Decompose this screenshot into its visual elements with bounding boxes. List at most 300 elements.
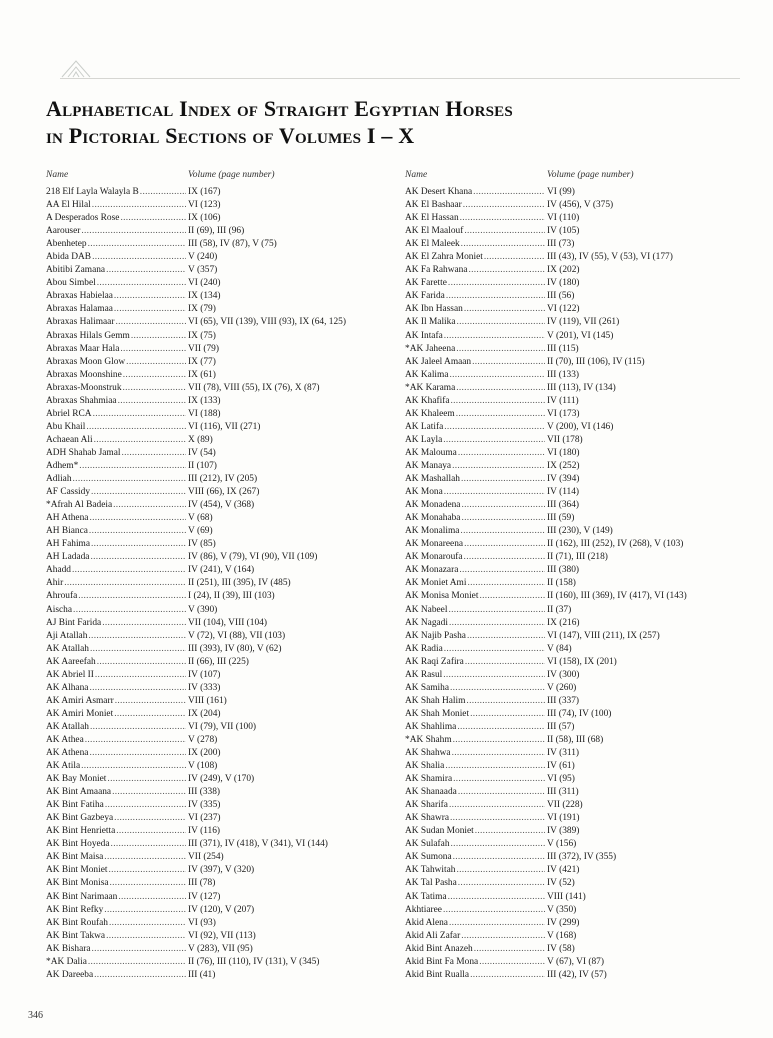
dot-leader: [443, 904, 545, 917]
entry-name-cell: [46, 564, 186, 577]
dot-leader: [95, 669, 186, 682]
dot-leader: [91, 538, 186, 551]
dot-leader: [450, 812, 545, 825]
volume-pages: V (156): [547, 839, 577, 850]
volume-pages: V (240): [188, 252, 218, 263]
dot-leader: [464, 551, 545, 564]
horse-name: Abraxas-Moonstruk: [46, 382, 122, 393]
entry-name-cell: [46, 891, 186, 904]
volume-pages: IV (456), V (375): [547, 200, 614, 211]
dot-leader: [102, 617, 186, 630]
dot-leader: [449, 917, 545, 930]
entry-name-cell: [405, 564, 545, 577]
dot-leader: [106, 930, 186, 943]
entry-name-cell: [405, 421, 545, 434]
entry-name-cell: [46, 264, 186, 277]
entry-name-cell: [46, 395, 186, 408]
entry-name-cell: [405, 617, 545, 630]
dot-leader: [111, 838, 186, 851]
horse-name: Akid Bint Fa Mona: [405, 956, 479, 967]
volume-pages: VI (79), VII (100): [188, 721, 257, 732]
volume-pages: V (357): [188, 265, 218, 276]
index-entry: [405, 447, 745, 460]
volume-pages: III (113), IV (134): [547, 382, 616, 393]
volume-pages: IV (52): [547, 878, 575, 889]
index-entry: [405, 956, 745, 969]
volume-pages: III (364): [547, 500, 580, 511]
dot-leader: [116, 825, 186, 838]
horse-name: AK Tal Pasha: [405, 878, 457, 889]
horse-name: AK Tatima: [405, 891, 447, 902]
horse-name: AK Fa Rahwana: [405, 265, 468, 276]
horse-name: AK Shanaada: [405, 787, 457, 798]
index-entry: [46, 277, 376, 290]
entry-name-cell: [405, 316, 545, 329]
volume-pages: III (58), IV (87), V (75): [188, 239, 277, 250]
dot-leader: [92, 251, 186, 264]
horse-name: AK Bint Hoyeda: [46, 839, 110, 850]
entry-name-cell: [405, 630, 545, 643]
horse-name: AK Samiha: [405, 682, 450, 693]
index-entry: [46, 773, 376, 786]
index-entry: [405, 825, 745, 838]
index-entry: [405, 669, 745, 682]
horse-name: AK Atila: [46, 761, 81, 772]
entry-name-cell: [46, 290, 186, 303]
entry-name-cell: [405, 825, 545, 838]
entry-name-cell: [405, 773, 545, 786]
horse-name: AK Desert Khana: [405, 187, 473, 197]
entry-name-cell: [405, 956, 545, 969]
volume-pages: V (72), VI (88), VII (103): [188, 630, 286, 641]
dot-leader: [89, 682, 186, 695]
entry-name-cell: [405, 734, 545, 747]
entry-name-cell: [405, 851, 545, 864]
volume-pages: IV (180): [547, 278, 580, 289]
entry-name-cell: [46, 838, 186, 851]
dot-leader: [449, 617, 545, 630]
horse-name: AK Bint Fatiha: [46, 800, 104, 811]
horse-name: Aji Atallah: [46, 630, 88, 641]
dot-leader: [453, 734, 545, 747]
index-entry: [46, 577, 376, 590]
horse-name: Abitibi Zamana: [46, 265, 106, 276]
volume-pages: III (57): [547, 721, 575, 732]
index-entry: [46, 760, 376, 773]
horse-name: AK Rasul: [405, 669, 443, 680]
index-entry: [405, 408, 745, 421]
entry-name-cell: [405, 656, 545, 669]
volume-pages: IV (107): [188, 669, 221, 680]
horse-name: Abraxas Maar Hala: [46, 343, 120, 354]
dot-leader: [453, 773, 545, 786]
volume-pages: IV (299): [547, 917, 580, 928]
horse-name: AK Monaroufa: [405, 552, 463, 563]
index-entry: [46, 473, 376, 486]
volume-pages: III (393), IV (80), V (62): [188, 643, 282, 654]
dot-leader: [443, 434, 545, 447]
entry-name-cell: [405, 695, 545, 708]
dot-leader: [120, 343, 186, 356]
index-column-left: [46, 168, 376, 982]
dot-leader: [140, 186, 186, 199]
dot-leader: [445, 760, 545, 773]
entry-name-cell: [405, 786, 545, 799]
dot-leader: [449, 799, 545, 812]
index-entry: [405, 499, 745, 512]
entry-name-cell: [46, 943, 186, 956]
index-entry: [46, 499, 376, 512]
volume-pages: IV (85): [188, 539, 216, 550]
index-entry: [405, 303, 745, 316]
dot-leader: [126, 356, 186, 369]
volume-pages: II (71), III (218): [547, 552, 608, 563]
entry-name-cell: [46, 773, 186, 786]
horse-name: 218 Elf Layla Walayla B: [46, 187, 139, 197]
index-entry: [405, 917, 745, 930]
dot-leader: [120, 212, 186, 225]
dot-leader: [453, 851, 545, 864]
volume-pages: VI (95): [547, 774, 575, 785]
dot-leader: [464, 225, 545, 238]
horse-name: Abraxas Halamaa: [46, 304, 113, 315]
horse-name: AK Monazara: [405, 565, 459, 576]
entry-name-cell: [46, 434, 186, 447]
horse-name: Abraxas Moon Glow: [46, 356, 126, 367]
volume-pages: IX (61): [188, 369, 216, 380]
column-header: [405, 168, 745, 186]
index-entry: [405, 460, 745, 473]
volume-pages: IV (58): [547, 943, 575, 954]
entry-name-cell: [405, 460, 545, 473]
horse-name: AK Moniet Ami: [405, 578, 467, 589]
entry-name-cell: [405, 356, 545, 369]
index-entry: [405, 864, 745, 877]
dot-leader: [446, 290, 545, 303]
volume-pages: II (251), III (395), IV (485): [188, 578, 291, 589]
index-entry: [46, 421, 376, 434]
volume-pages: IX (200): [188, 748, 221, 759]
volume-pages: IX (204): [188, 708, 221, 719]
dot-leader: [456, 382, 545, 395]
volume-pages: VI (180): [547, 447, 580, 458]
horse-name: Abenhetep: [46, 239, 87, 250]
entry-name-cell: [405, 747, 545, 760]
entry-name-cell: [405, 799, 545, 812]
dot-leader: [92, 943, 186, 956]
entry-name-cell: [46, 747, 186, 760]
dot-leader: [72, 564, 186, 577]
index-entry: [46, 512, 376, 525]
index-entry: [46, 799, 376, 812]
index-entry: [46, 604, 376, 617]
horse-name: AK El Zahra Moniet: [405, 252, 483, 263]
dot-leader: [78, 590, 186, 603]
index-entry: [405, 538, 745, 551]
volume-pages: VI (147), VIII (211), IX (257): [547, 630, 660, 641]
index-entry: [405, 721, 745, 734]
dot-leader: [123, 382, 186, 395]
horse-name: Abraxas Moonshine: [46, 369, 122, 380]
horse-name: AK Tahwitah: [405, 865, 456, 876]
index-entry: [46, 303, 376, 316]
horse-name: ADH Shahab Jamal: [46, 447, 121, 458]
index-entry: [46, 864, 376, 877]
volume-pages: V (200), VI (146): [547, 421, 614, 432]
index-entry: [405, 486, 745, 499]
volume-pages: VIII (66), IX (267): [188, 487, 260, 498]
horse-name: Adhem*: [46, 460, 79, 471]
entry-name-cell: [46, 525, 186, 538]
entry-name-cell: [46, 630, 186, 643]
volume-pages: II (76), III (110), IV (131), V (345): [188, 956, 320, 967]
volume-pages: VI (158), IX (201): [547, 656, 617, 667]
entry-name-cell: [46, 330, 186, 343]
dot-leader: [92, 199, 186, 212]
entry-name-cell: [405, 447, 545, 460]
volume-pages: V (260): [547, 682, 577, 693]
volume-pages: V (390): [188, 604, 218, 615]
volume-pages: IV (111): [547, 395, 579, 406]
index-entry: [46, 330, 376, 343]
index-entry: [405, 943, 745, 956]
index-entry: [405, 316, 745, 329]
entry-name-cell: [46, 551, 186, 564]
entry-name-cell: [46, 877, 186, 890]
dot-leader: [73, 604, 186, 617]
index-entry: [405, 330, 745, 343]
volume-pages: V (201), VI (145): [547, 330, 614, 341]
dot-leader: [473, 186, 545, 199]
horse-name: AK Bint Amaana: [46, 787, 112, 798]
index-entry: [405, 969, 745, 982]
dot-leader: [461, 930, 545, 943]
dot-leader: [443, 669, 545, 682]
horse-name: AK Shah Halim: [405, 695, 466, 706]
index-entry: [46, 930, 376, 943]
horse-name: Akid Alena: [405, 917, 448, 928]
index-entry: [46, 708, 376, 721]
dot-leader: [113, 499, 186, 512]
dot-leader: [85, 734, 186, 747]
dot-leader: [94, 434, 186, 447]
volume-pages: V (84): [547, 643, 572, 654]
horse-name: AK Sudan Moniet: [405, 826, 474, 837]
volume-pages: III (43), IV (55), V (53), VI (177): [547, 252, 673, 263]
horse-name: Abou Simbel: [46, 278, 96, 289]
dot-leader: [444, 421, 545, 434]
horse-name: AH Athena: [46, 513, 89, 524]
entry-name-cell: [405, 538, 545, 551]
dot-leader: [452, 747, 545, 760]
dot-leader: [121, 447, 186, 460]
volume-pages: VI (240): [188, 278, 221, 289]
volume-pages: III (338): [188, 787, 221, 798]
index-entry: [46, 369, 376, 382]
horse-name: Aarouser: [46, 226, 81, 237]
entry-name-cell: [405, 343, 545, 356]
entry-name-cell: [405, 212, 545, 225]
horse-name: AK Khafifa: [405, 395, 450, 406]
dot-leader: [114, 812, 186, 825]
dot-leader: [460, 212, 545, 225]
horse-name: AK Najib Pasha: [405, 630, 466, 641]
horse-name: AF Cassidy: [46, 487, 91, 498]
horse-name: AK El Bashaar: [405, 200, 462, 211]
entry-name-cell: [46, 760, 186, 773]
volume-pages: IX (75): [188, 330, 216, 341]
dot-leader: [449, 369, 545, 382]
volume-pages: III (371), IV (418), V (341), VI (144): [188, 839, 328, 850]
dot-leader: [451, 395, 545, 408]
index-entry: [46, 825, 376, 838]
dot-leader: [90, 551, 186, 564]
horse-name: AK Shah Moniet: [405, 708, 470, 719]
horse-name: AK Radia: [405, 643, 443, 654]
horse-name: Abraxas Hilals Gemm: [46, 330, 130, 341]
horse-name: AK Monisa Moniet: [405, 591, 479, 602]
volume-pages: IX (106): [188, 213, 221, 224]
column-header: [46, 168, 376, 186]
index-entry: [46, 956, 376, 969]
horse-name: *AK Dalia: [46, 956, 87, 967]
index-entry: [405, 421, 745, 434]
horse-name: AK Latifa: [405, 421, 444, 432]
index-entry: [46, 734, 376, 747]
index-entry: [46, 434, 376, 447]
horse-name: AK Farida: [405, 291, 445, 302]
dot-leader: [467, 630, 545, 643]
dot-leader: [461, 512, 545, 525]
index-entry: [405, 356, 745, 369]
horse-name: AK Il Malika: [405, 317, 456, 328]
index-entry: [46, 643, 376, 656]
index-entry: [405, 251, 745, 264]
horse-name: Akid Ali Zafar: [405, 930, 461, 941]
entry-name-cell: [405, 408, 545, 421]
index-entry: [46, 290, 376, 303]
dot-leader: [461, 238, 545, 251]
entry-name-cell: [46, 382, 186, 395]
index-entry: [405, 734, 745, 747]
entry-name-cell: [405, 525, 545, 538]
entry-name-cell: [405, 512, 545, 525]
horse-name: AK Atallah: [46, 721, 89, 732]
volume-pages: IX (202): [547, 265, 580, 276]
entry-name-cell: [405, 708, 545, 721]
index-entry: [46, 343, 376, 356]
index-entry: [46, 851, 376, 864]
entry-name-cell: [46, 917, 186, 930]
dot-leader: [114, 290, 186, 303]
entry-name-cell: [46, 812, 186, 825]
index-entry: [405, 604, 745, 617]
index-entry: [405, 812, 745, 825]
index-entry: [405, 238, 745, 251]
entry-name-cell: [405, 264, 545, 277]
dot-leader: [109, 917, 186, 930]
volume-pages: III (73): [547, 239, 575, 250]
entry-name-cell: [405, 434, 545, 447]
volume-pages: I (24), II (39), III (103): [188, 591, 275, 602]
index-entry: [405, 395, 745, 408]
entry-name-cell: [405, 669, 545, 682]
index-entry: [405, 838, 745, 851]
index-entry: [405, 225, 745, 238]
entry-name-cell: [46, 486, 186, 499]
entry-name-cell: [405, 551, 545, 564]
entry-name-cell: [46, 590, 186, 603]
dot-leader: [448, 891, 545, 904]
dot-leader: [110, 877, 186, 890]
volume-pages: VII (178): [547, 434, 583, 445]
volume-pages: V (283), VII (95): [188, 943, 253, 954]
index-entry: [405, 695, 745, 708]
index-entry: [405, 369, 745, 382]
entry-name-cell: [405, 577, 545, 590]
dot-leader: [114, 303, 186, 316]
dot-leader: [81, 225, 186, 238]
index-entry: [46, 669, 376, 682]
dot-leader: [470, 708, 545, 721]
horse-name: AK Shawra: [405, 813, 450, 824]
volume-pages: IV (86), V (79), VI (90), VII (109): [188, 552, 318, 563]
horse-name: AK Bint Roufah: [46, 917, 108, 928]
volume-pages: IV (127): [188, 891, 221, 902]
entry-name-cell: [46, 225, 186, 238]
horse-name: AK Shahlima: [405, 721, 457, 732]
index-entry: [46, 630, 376, 643]
index-entry: [46, 891, 376, 904]
horse-name: AK Monalima: [405, 526, 460, 537]
dot-leader: [458, 877, 545, 890]
volume-pages: III (212), IV (205): [188, 474, 258, 485]
volume-pages: VII (79): [188, 343, 219, 354]
volume-pages: IV (119), VII (261): [547, 317, 620, 328]
horse-name: AK Raqi Zafira: [405, 656, 464, 667]
volume-pages: II (66), III (225): [188, 656, 249, 667]
dot-leader: [467, 577, 545, 590]
index-entry: [405, 264, 745, 277]
horse-name: AH Bianca: [46, 526, 88, 537]
entry-name-cell: [46, 369, 186, 382]
entry-name-cell: [46, 512, 186, 525]
index-entry: [46, 447, 376, 460]
volume-pages: III (59): [547, 513, 575, 524]
volume-pages: IV (397), V (320): [188, 865, 255, 876]
index-entry: [46, 316, 376, 329]
horse-name: AK Shalia: [405, 761, 445, 772]
entry-name-cell: [46, 656, 186, 669]
index-entry: [46, 212, 376, 225]
dot-leader: [456, 408, 545, 421]
horse-name: Akid Bint Rualla: [405, 969, 470, 980]
dot-leader: [115, 316, 186, 329]
index-entry: [46, 917, 376, 930]
volume-pages: III (78): [188, 878, 216, 889]
volume-pages: III (372), IV (355): [547, 852, 617, 863]
horse-name: AK Bay Moniet: [46, 774, 107, 785]
volume-pages: IV (333): [188, 682, 221, 693]
volume-pages: II (158): [547, 578, 576, 589]
dot-leader: [461, 499, 545, 512]
entry-name-cell: [405, 590, 545, 603]
entry-name-cell: [405, 199, 545, 212]
dot-leader: [115, 695, 186, 708]
volume-pages: II (160), III (369), IV (417), VI (143): [547, 591, 687, 602]
index-entry: [46, 747, 376, 760]
horse-name: AK Shahwa: [405, 748, 451, 759]
